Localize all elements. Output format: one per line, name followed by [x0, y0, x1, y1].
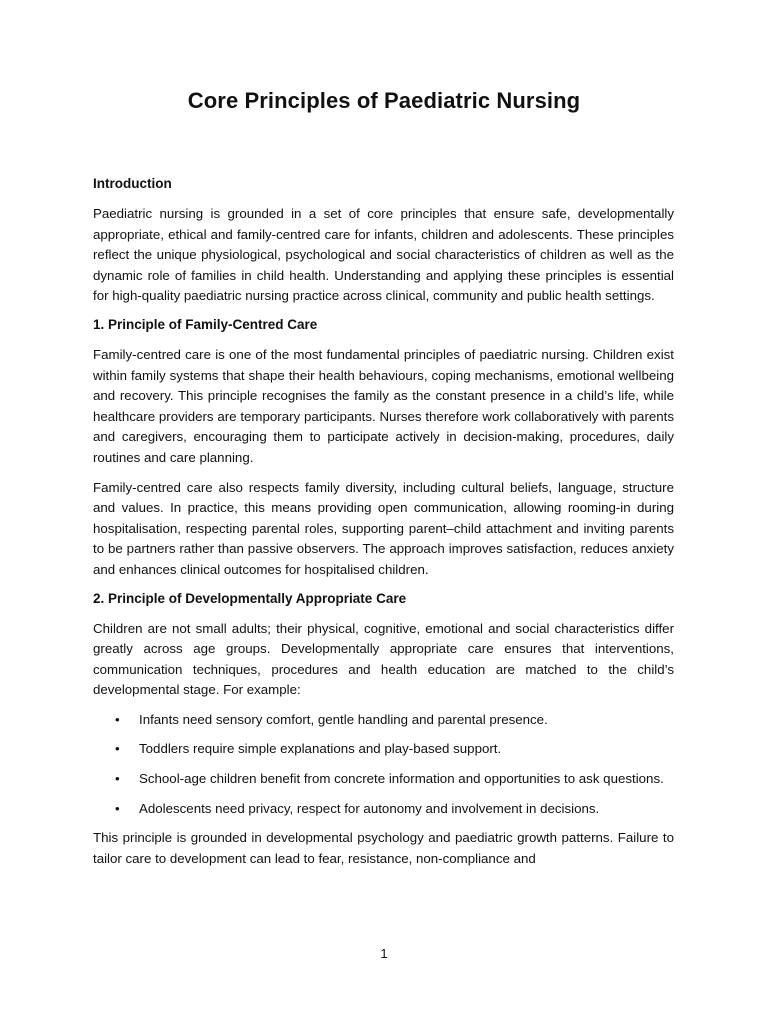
bullet-item-toddlers: [93, 739, 674, 760]
bullet-point-icon: •: [115, 741, 120, 757]
bullet-item-school-age: [93, 769, 674, 790]
bullet-point-icon: •: [115, 711, 120, 727]
bullet-item-infants: [93, 710, 674, 731]
bullet-text: School-age children benefit from concrete information and opportunities to ask questions.: [139, 771, 664, 787]
bullet-point-icon: •: [115, 771, 120, 787]
bullet-point-icon: •: [115, 800, 120, 816]
bullet-text: Infants need sensory comfort, gentle handling and parental presence.: [139, 711, 548, 727]
section-heading-developmentally-appropriate-care: 2. Principle of Developmentally Appropriate Care: [93, 590, 407, 606]
family-centred-care-paragraph-1: Family-centred care is one of the most fundamental principles of paediatric nursing. Children exist within family systems that shape their health behaviours, coping mechanisms, emotional wellbeing and recovery. This principle recognises the family as the constant presence in a child’s life, while healthcare providers are temporary participants. Nurses therefore work collaboratively with parents and caregivers, encouraging them to participate actively in decision-making, procedures, daily routines and care planning.: [93, 346, 674, 465]
developmental-care-closing-paragraph: This principle is grounded in developmental psychology and paediatric growth patterns. Failure to tailor care to development can lead to fear, resistance, non-compliance and: [93, 830, 674, 866]
document-title: Core Principles of Paediatric Nursing: [187, 88, 581, 113]
developmental-care-paragraph: Children are not small adults; their physical, cognitive, emotional and social characteristics differ greatly across age groups. Developmentally appropriate care ensures that interventions, communication techniques, procedures and health education are matched to the child’s developmental stage. For example:: [93, 620, 674, 698]
family-centred-care-paragraph-2: Family-centred care also respects family diversity, including cultural beliefs, language, structure and values. In practice, this means providing open communication, allowing rooming-in during hospitalisation, respecting parental roles, supporting parent–child attachment and inviting parents to be partners rather than passive observers. The approach improves satisfaction, reduces anxiety and enhances clinical outcomes for hospitalised children.: [93, 479, 674, 577]
bullet-text: Adolescents need privacy, respect for autonomy and involvement in decisions.: [139, 800, 600, 816]
intro-paragraph: Paediatric nursing is grounded in a set of core principles that ensure safe, developmentally appropriate, ethical and family-centred care for infants, children and adolescents. These principles reflect the unique physiological, psychological and social characteristics of children as well as the dynamic role of families in child health. Understanding and applying these principles is essential for high-quality paediatric nursing practice across clinical, community and public health settings.: [93, 206, 674, 304]
bullet-text: Toddlers require simple explanations and play-based support.: [139, 741, 502, 757]
bullet-item-adolescents: [93, 799, 674, 820]
developmental-stage-bullet-list: [93, 710, 674, 819]
page-number: 1: [380, 946, 388, 961]
section-heading-family-centred-care: 1. Principle of Family-Centred Care: [93, 316, 318, 332]
document-body: [93, 175, 674, 878]
section-heading-introduction: Introduction: [93, 176, 172, 191]
